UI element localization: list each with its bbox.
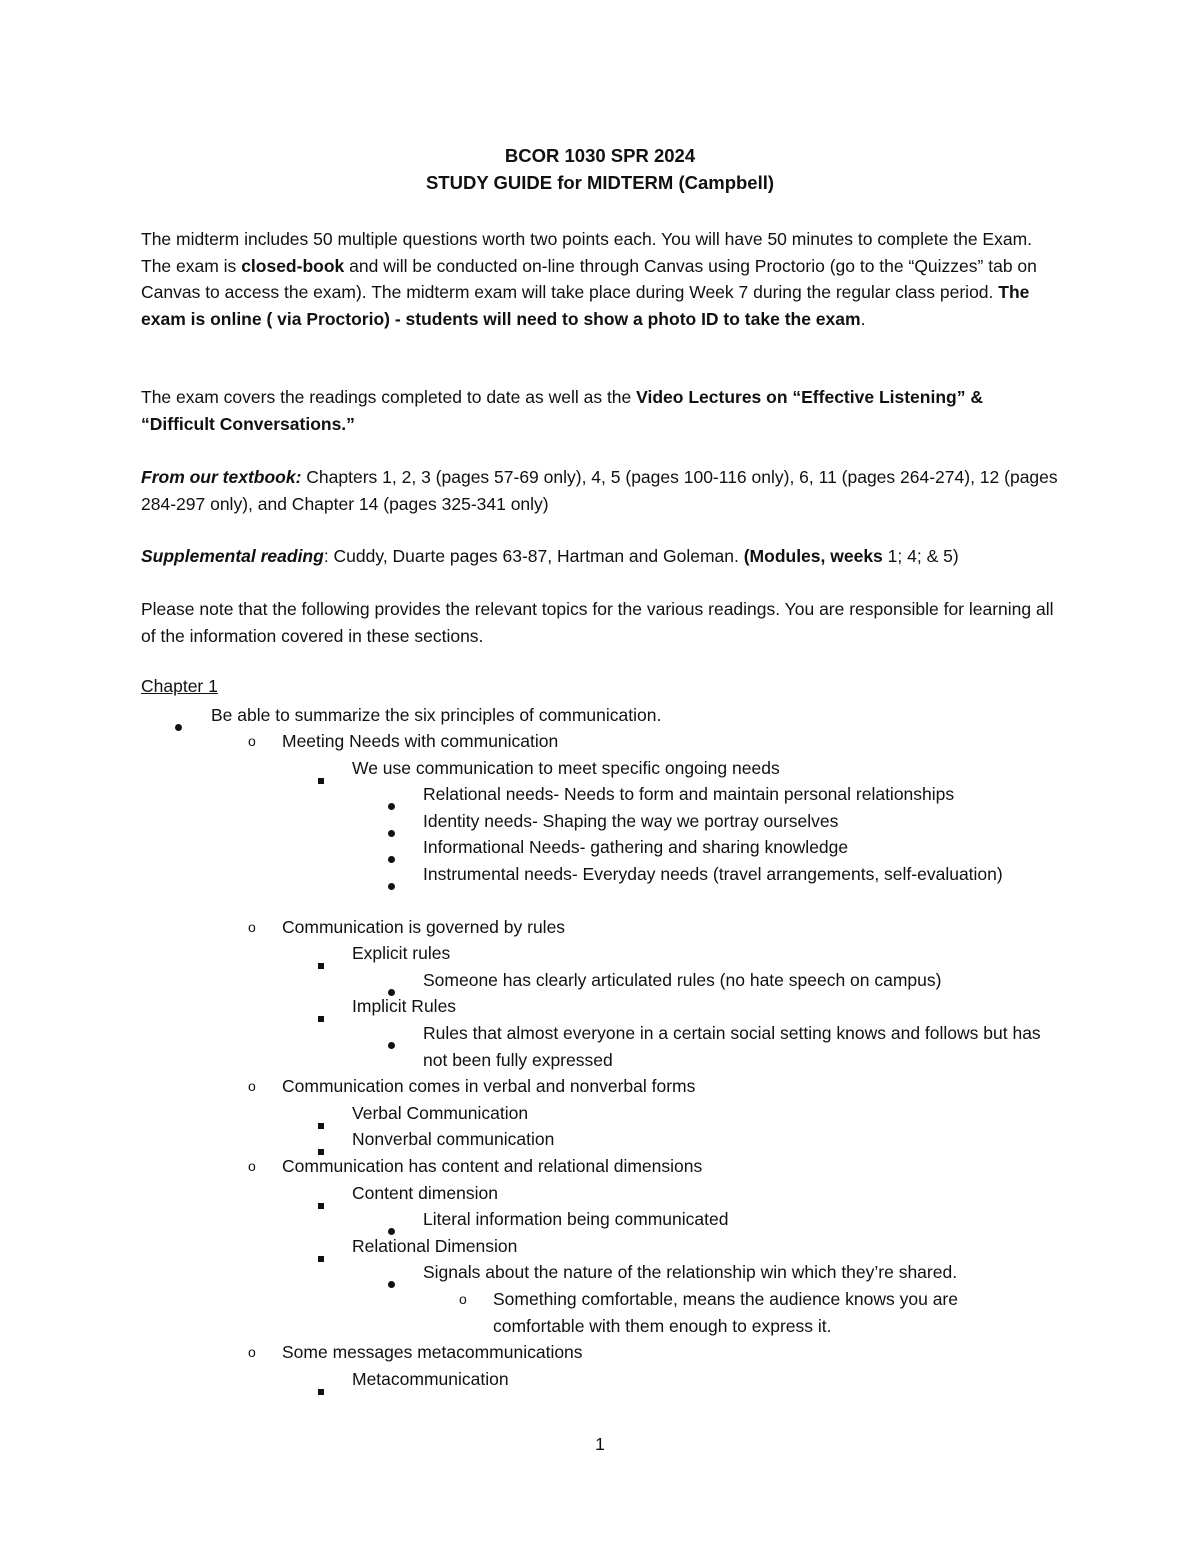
list-item: o Communication is governed by rules <box>282 914 565 941</box>
title-line-2: STUDY GUIDE for MIDTERM (Campbell) <box>425 172 775 193</box>
list-item: o Communication has content and relational dimensions <box>282 1153 702 1180</box>
list-item: Nonverbal communication <box>352 1126 554 1153</box>
list-item: o Something comfortable, means the audience knows you are comfortable with them enough to express it. <box>493 1286 1053 1339</box>
square-bullet-icon <box>318 963 324 969</box>
list-item: We use communication to meet specific ongoing needs <box>352 755 780 782</box>
list-item: Informational Needs- gathering and sharing knowledge <box>423 834 848 861</box>
title-line-1: BCOR 1030 SPR 2024 <box>504 145 696 166</box>
bullet-dot-icon <box>388 883 395 890</box>
hollow-bullet-icon: o <box>248 1078 256 1094</box>
bullet-dot-icon <box>388 1042 395 1049</box>
list-item: Be able to summarize the six principles of communication. <box>211 702 661 729</box>
list-item: Relational Dimension <box>352 1233 517 1260</box>
list-item: Someone has clearly articulated rules (no hate speech on campus) <box>423 967 941 994</box>
list-item: Verbal Communication <box>352 1100 528 1127</box>
square-bullet-icon <box>318 1256 324 1262</box>
list-item: Signals about the nature of the relationship win which they’re shared. <box>423 1259 957 1286</box>
intro-paragraph: The midterm includes 50 multiple questions worth two points each. You will have 50 minutes to complete the Exam. The exam is closed-book and will be conducted on-line through Canvas using Proctorio (go to the “Quizzes” tab on Canvas to access the exam). The midterm exam will take place during Week 7 during the regular class period. The exam is online ( via Proctorio) - students will need to show a photo ID to take the exam. <box>141 229 1037 329</box>
list-item: o Meeting Needs with communication <box>282 728 558 755</box>
textbook-paragraph: From our textbook: Chapters 1, 2, 3 (pages 57-69 only), 4, 5 (pages 100-116 only), 6, 11 (pages 264-274), 12 (pages 284-297 only), and Chapter 14 (pages 325-341 only) <box>141 467 1058 514</box>
hollow-bullet-icon: o <box>248 1158 256 1174</box>
note-paragraph: Please note that the following provides the relevant topics for the various readings. You are responsible for learning all of the information covered in these sections. <box>141 599 1054 646</box>
list-item: o Some messages metacommunications <box>282 1339 583 1366</box>
square-bullet-icon <box>318 1016 324 1022</box>
list-item: Identity needs- Shaping the way we portray ourselves <box>423 808 838 835</box>
square-bullet-icon <box>318 1203 324 1209</box>
list-item: Relational needs- Needs to form and maintain personal relationships <box>423 781 954 808</box>
hollow-bullet-icon: o <box>248 919 256 935</box>
hollow-bullet-icon: o <box>459 1291 467 1307</box>
bullet-dot-icon <box>175 724 182 731</box>
list-item: Rules that almost everyone in a certain social setting knows and follows but has not been fully expressed <box>423 1020 1063 1073</box>
list-item: o Communication comes in verbal and nonverbal forms <box>282 1073 695 1100</box>
list-item: Literal information being communicated <box>423 1206 728 1233</box>
list-item: Implicit Rules <box>352 993 456 1020</box>
bullet-dot-icon <box>388 803 395 810</box>
hollow-bullet-icon: o <box>248 733 256 749</box>
square-bullet-icon <box>318 778 324 784</box>
square-bullet-icon <box>318 1123 324 1129</box>
bullet-dot-icon <box>388 1281 395 1288</box>
covers-paragraph: The exam covers the readings completed to date as well as the Video Lectures on “Effective Listening” & “Difficult Conversations.” <box>141 387 983 434</box>
list-item: Content dimension <box>352 1180 498 1207</box>
list-item: Instrumental needs- Everyday needs (travel arrangements, self-evaluation) <box>423 861 1003 888</box>
bullet-dot-icon <box>388 830 395 837</box>
hollow-bullet-icon: o <box>248 1344 256 1360</box>
list-item: Explicit rules <box>352 940 450 967</box>
chapter-1-heading: Chapter 1 <box>141 676 218 696</box>
bullet-dot-icon <box>388 856 395 863</box>
square-bullet-icon <box>318 1389 324 1395</box>
list-item: Metacommunication <box>352 1366 509 1393</box>
page-number: 1 <box>595 1434 605 1454</box>
supplemental-paragraph: Supplemental reading: Cuddy, Duarte pages 63-87, Hartman and Goleman. (Modules, weeks 1; 4; & 5) <box>141 546 959 566</box>
